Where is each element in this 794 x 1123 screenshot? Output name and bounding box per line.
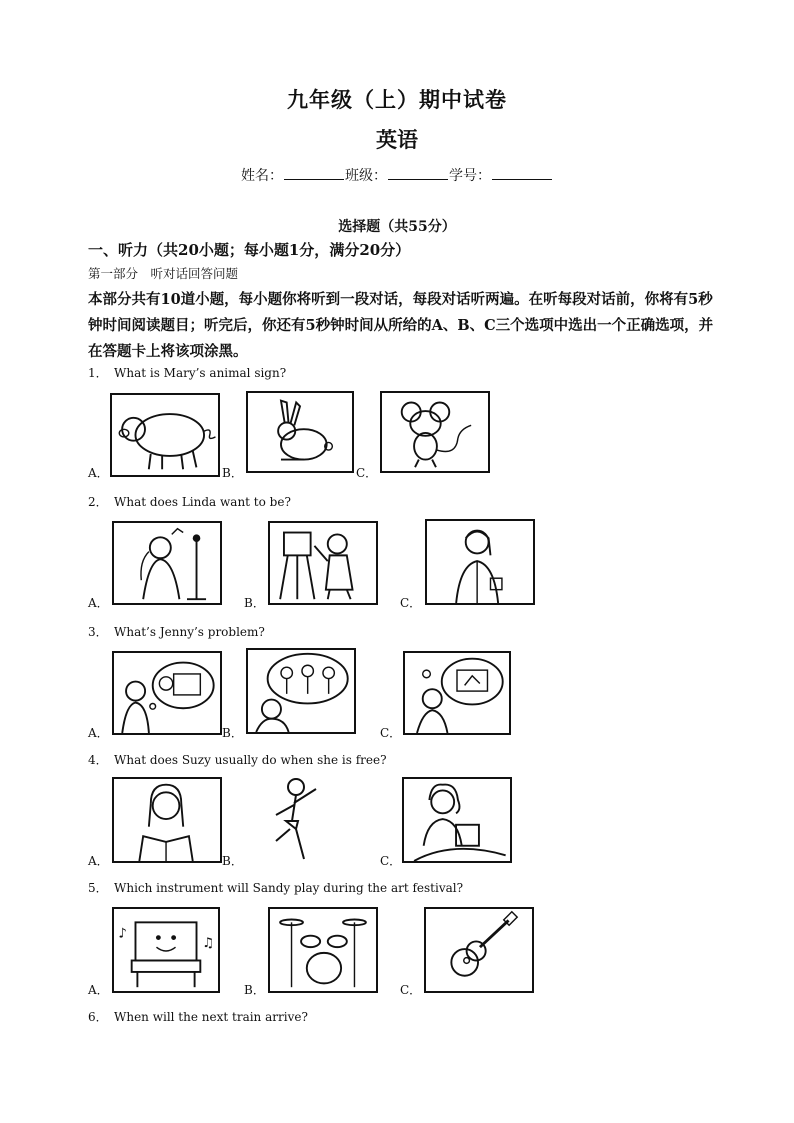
option-label-c[interactable]: C． bbox=[400, 596, 422, 610]
option-label-c[interactable]: C． bbox=[400, 983, 422, 997]
question-number: 1． bbox=[88, 366, 108, 380]
computer-thought-icon[interactable] bbox=[403, 651, 511, 735]
pig-icon[interactable] bbox=[110, 393, 220, 477]
subject-title: 英语 bbox=[376, 127, 418, 152]
question-2 bbox=[88, 493, 291, 510]
question-4 bbox=[88, 751, 387, 768]
question-5 bbox=[88, 879, 463, 896]
reading-girl-icon[interactable] bbox=[112, 777, 222, 863]
question-text: What’s Jenny’s problem? bbox=[114, 625, 265, 639]
option-label-b[interactable]: B． bbox=[244, 596, 265, 610]
option-label-b[interactable]: B． bbox=[222, 854, 243, 868]
question-number: 4． bbox=[88, 753, 108, 767]
id-label: 学号： bbox=[449, 168, 491, 184]
rabbit-icon[interactable] bbox=[246, 391, 354, 473]
piano-icon[interactable] bbox=[112, 907, 220, 993]
question-text: When will the next train arrive? bbox=[114, 1010, 308, 1024]
question-text: What does Linda want to be? bbox=[114, 495, 291, 509]
option-label-a[interactable]: A． bbox=[88, 466, 109, 480]
option-label-b[interactable]: B． bbox=[244, 983, 265, 997]
friends-thought-icon[interactable] bbox=[246, 648, 356, 734]
exam-title: 九年级（上）期中试卷 bbox=[287, 87, 507, 112]
option-label-a[interactable]: A． bbox=[88, 596, 109, 610]
option-label-a[interactable]: A． bbox=[88, 983, 109, 997]
name-blank[interactable] bbox=[284, 167, 344, 180]
question-3 bbox=[88, 623, 265, 640]
option-label-c[interactable]: C． bbox=[380, 854, 402, 868]
doctor-icon[interactable] bbox=[425, 519, 535, 605]
svg-text:♫: ♫ bbox=[202, 936, 215, 952]
option-label-a[interactable]: A． bbox=[88, 854, 109, 868]
class-blank[interactable] bbox=[388, 167, 448, 180]
option-label-b[interactable]: B． bbox=[222, 726, 243, 740]
question-text: What does Suzy usually do when she is free? bbox=[114, 753, 387, 767]
student-info-line bbox=[0, 165, 794, 185]
instructions: 本部分共有10道小题，每小题你将听到一段对话，每段对话听两遍。在听每段对话前，你将有5秒钟时间阅读题目；听完后，你还有5秒钟时间从所给的A、B、C三个选项中选出一个正确选项，并在答题卡上将该项涂黑。 bbox=[88, 291, 714, 360]
drums-icon[interactable] bbox=[268, 907, 378, 993]
guitar-icon[interactable] bbox=[424, 907, 534, 993]
question-number: 2． bbox=[88, 495, 108, 509]
question-text: What is Mary’s animal sign? bbox=[114, 366, 287, 380]
question-number: 5． bbox=[88, 881, 108, 895]
laptop-girl-icon[interactable] bbox=[402, 777, 512, 863]
homework-thought-icon[interactable] bbox=[112, 651, 222, 735]
option-label-c[interactable]: C． bbox=[380, 726, 402, 740]
option-label-b[interactable]: B． bbox=[222, 466, 243, 480]
singer-icon[interactable] bbox=[112, 521, 222, 605]
painter-icon[interactable] bbox=[268, 521, 378, 605]
choice-heading: 选择题（共55分） bbox=[338, 219, 456, 235]
mouse-icon[interactable] bbox=[380, 391, 490, 473]
question-number: 6． bbox=[88, 1010, 108, 1024]
option-label-a[interactable]: A． bbox=[88, 726, 109, 740]
question-text: Which instrument will Sandy play during the art festival? bbox=[114, 881, 464, 895]
question-6 bbox=[88, 1008, 308, 1025]
option-label-c[interactable]: C． bbox=[356, 466, 378, 480]
question-1 bbox=[88, 364, 286, 381]
listening-heading: 一、听力（共20小题；每小题1分，满分20分） bbox=[88, 241, 411, 259]
name-label: 姓名： bbox=[241, 168, 283, 184]
class-label: 班级： bbox=[345, 168, 387, 184]
running-girl-icon[interactable] bbox=[246, 775, 356, 863]
svg-text:♪: ♪ bbox=[118, 926, 127, 942]
part-heading: 第一部分 听对话回答问题 bbox=[88, 266, 239, 281]
question-number: 3． bbox=[88, 625, 108, 639]
id-blank[interactable] bbox=[492, 167, 552, 180]
